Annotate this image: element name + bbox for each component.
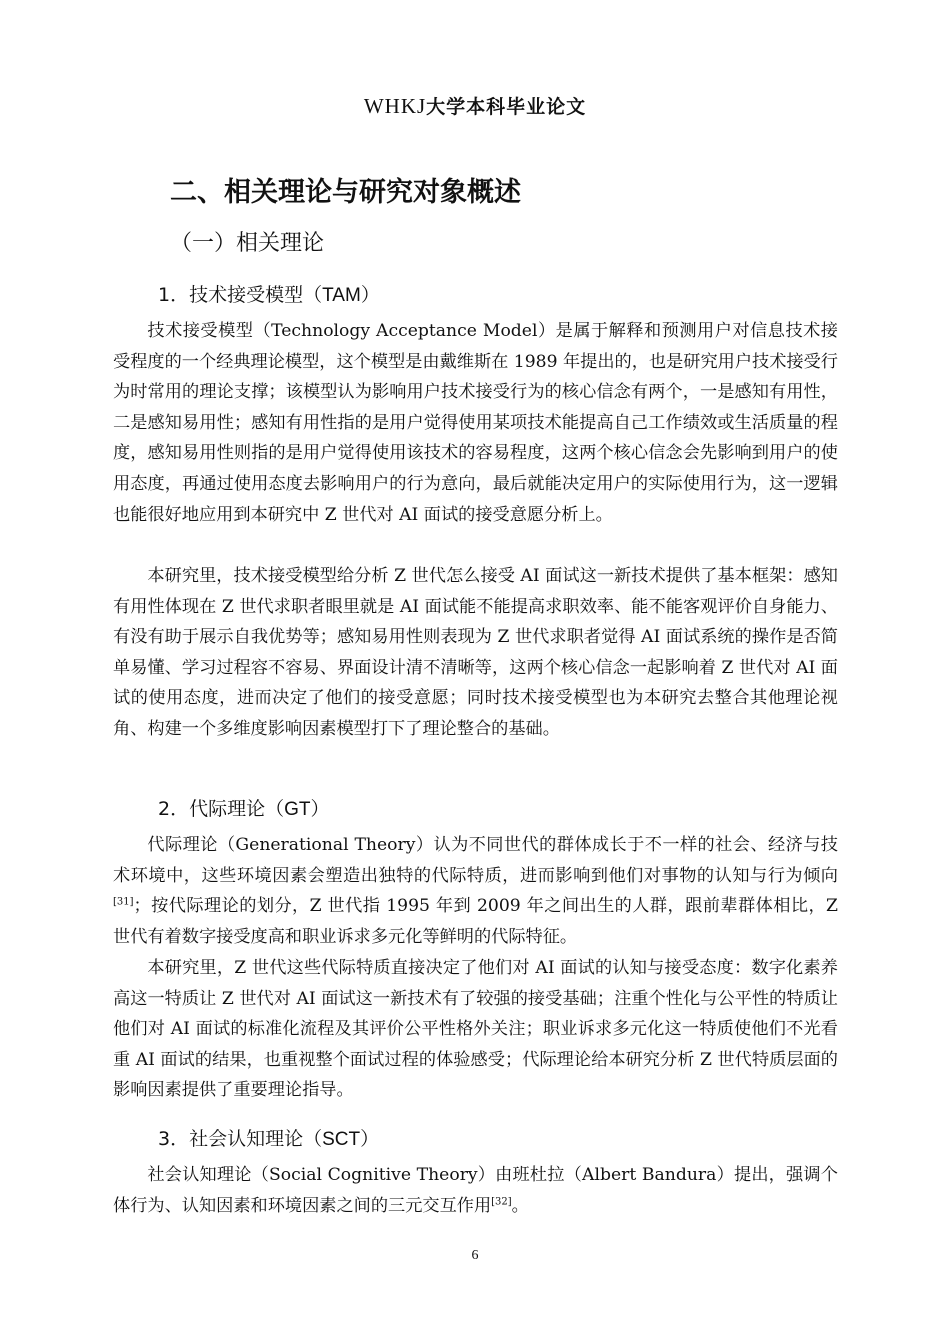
paragraph-tam-1: 技术接受模型（Technology Acceptance Model）是属于解释和预测用户对信息技术接受程度的一个经典理论模型，这个模型是由戴维斯在 1989 年提出的，也是研究用户技术接受行为时常用的理论支撑；该模型认为影响用户技术接受行为的核心信念有两个，一是感知有用性，二是感知易用性；感知有用性指的是用户觉得使用某项技术能提高自己工作绩效或生活质量的程度，感知易用性则指的是用户觉得使用该技术的容易程度，这两个核心信念会先影响到用户的使用态度，再通过使用态度去影响用户的行为意向，最后就能决定用户的实际使用行为，这一逻辑也能很好地应用到本研究中 Z 世代对 AI 面试的接受意愿分析上。 bbox=[113, 321, 838, 525]
subsection-abbr: GT bbox=[284, 799, 311, 820]
section-title: （一）相关理论 bbox=[170, 231, 325, 256]
page-number: 6 bbox=[471, 1248, 479, 1263]
subsection-abbr: TAM bbox=[322, 285, 361, 306]
subsection-number: 1． bbox=[158, 284, 190, 306]
running-header-latin: WHKJ bbox=[363, 94, 427, 118]
citation-ref: [31] bbox=[113, 896, 134, 908]
subsection-number: 3． bbox=[158, 1128, 190, 1150]
chapter-title: 二、相关理论与研究对象概述 bbox=[170, 177, 521, 208]
subsection-text: 代际理论（ bbox=[189, 798, 285, 820]
citation-ref: [32] bbox=[491, 1195, 512, 1207]
subsection-title-gt bbox=[158, 794, 330, 821]
paragraph-text: 社会认知理论（Social Cognitive Theory）由班杜拉（Albert Bandura）提出，强调个体行为、认知因素和环境因素之间的三元交互作用 bbox=[113, 1165, 838, 1216]
paragraph-text: 。 bbox=[511, 1195, 529, 1216]
subsection-close: ） bbox=[360, 284, 380, 306]
subsection-title-tam bbox=[158, 280, 380, 307]
paragraph-gt-1 bbox=[113, 830, 838, 952]
running-header-cjk: 大学本科毕业论文 bbox=[426, 96, 587, 118]
subsection-abbr: SCT bbox=[322, 1129, 361, 1150]
paragraph-text: ；按代际理论的划分，Z 世代指 1995 年到 2009 年之间出生的人群，跟前辈群体相比，Z 世代有着数字接受度高和职业诉求多元化等鲜明的代际特征。 bbox=[113, 896, 838, 947]
paragraph-text: 代际理论（Generational Theory）认为不同世代的群体成长于不一样的社会、经济与技术环境中，这些环境因素会塑造出独特的代际特质，进而影响到他们对事物的认知与行为倾向 bbox=[113, 835, 838, 886]
subsection-close: ） bbox=[360, 1128, 380, 1150]
subsection-close: ） bbox=[310, 798, 330, 820]
subsection-text: 社会认知理论（ bbox=[189, 1128, 323, 1150]
running-header bbox=[0, 92, 950, 119]
subsection-title-sct bbox=[158, 1124, 379, 1151]
subsection-text: 技术接受模型（ bbox=[189, 284, 323, 306]
paragraph-sct-1 bbox=[113, 1160, 838, 1221]
subsection-number: 2． bbox=[158, 798, 190, 820]
paragraph-tam-2: 本研究里，技术接受模型给分析 Z 世代怎么接受 AI 面试这一新技术提供了基本框架：感知有用性体现在 Z 世代求职者眼里就是 AI 面试能不能提高求职效率、能不能客观评价自身能力、有没有助于展示自我优势等；感知易用性则表现为 Z 世代求职者觉得 AI 面试系统的操作是否简单易懂、学习过程容不容易、界面设计清不清晰等，这两个核心信念一起影响着 Z 世代对 AI 面试的使用态度，进而决定了他们的接受意愿；同时技术接受模型也为本研究去整合其他理论视角、构建一个多维度影响因素模型打下了理论整合的基础。 bbox=[113, 566, 838, 739]
paragraph-gt-2: 本研究里，Z 世代这些代际特质直接决定了他们对 AI 面试的认知与接受态度：数字化素养高这一特质让 Z 世代对 AI 面试这一新技术有了较强的接受基础；注重个性化与公平性的特质让他们对 AI 面试的标准化流程及其评价公平性格外关注；职业诉求多元化这一特质使他们不光看重 AI 面试的结果，也重视整个面试过程的体验感受；代际理论给本研究分析 Z 世代特质层面的影响因素提供了重要理论指导。 bbox=[113, 958, 838, 1101]
